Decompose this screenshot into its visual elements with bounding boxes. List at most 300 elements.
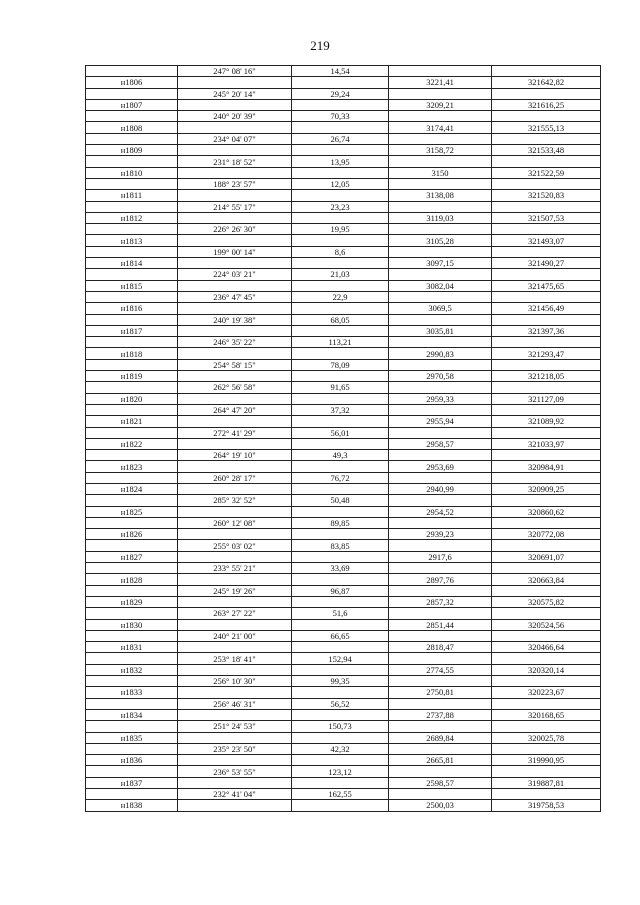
x-coordinate-cell: 2818,47 xyxy=(389,642,492,653)
y-coordinate-cell: 320663,84 xyxy=(492,574,601,585)
segment-row xyxy=(86,653,601,664)
y-coordinate-cell xyxy=(492,585,601,596)
x-coordinate-cell: 2500,03 xyxy=(389,800,492,811)
direction-angle-cell: 214° 55' 17" xyxy=(178,201,292,212)
y-coordinate-cell xyxy=(492,653,601,664)
point-name-cell xyxy=(86,246,178,257)
segment-row xyxy=(86,111,601,122)
length-cell xyxy=(292,145,389,156)
direction-angle-cell: 256° 46' 31" xyxy=(178,698,292,709)
point-name-cell: н1817 xyxy=(86,325,178,336)
direction-angle-cell xyxy=(178,190,292,201)
segment-row xyxy=(86,178,601,189)
y-coordinate-cell: 320575,82 xyxy=(492,596,601,607)
point-name-cell: н1815 xyxy=(86,280,178,291)
length-cell: 14,54 xyxy=(292,66,389,77)
point-row xyxy=(86,167,601,178)
direction-angle-cell xyxy=(178,77,292,88)
point-row xyxy=(86,393,601,404)
y-coordinate-cell xyxy=(492,246,601,257)
segment-row xyxy=(86,540,601,551)
point-row xyxy=(86,461,601,472)
y-coordinate-cell xyxy=(492,359,601,370)
length-cell: 123,12 xyxy=(292,766,389,777)
point-name-cell: н1813 xyxy=(86,235,178,246)
segment-row xyxy=(86,676,601,687)
direction-angle-cell xyxy=(178,506,292,517)
direction-angle-cell: 264° 19' 10" xyxy=(178,450,292,461)
segment-row xyxy=(86,156,601,167)
point-row xyxy=(86,235,601,246)
point-name-cell xyxy=(86,743,178,754)
point-name-cell: н1833 xyxy=(86,687,178,698)
length-cell xyxy=(292,709,389,720)
point-name-cell: н1819 xyxy=(86,371,178,382)
point-name-cell xyxy=(86,789,178,800)
length-cell: 26,74 xyxy=(292,133,389,144)
point-name-cell xyxy=(86,721,178,732)
x-coordinate-cell xyxy=(389,201,492,212)
x-coordinate-cell xyxy=(389,404,492,415)
y-coordinate-cell: 319990,95 xyxy=(492,755,601,766)
length-cell xyxy=(292,732,389,743)
direction-angle-cell xyxy=(178,325,292,336)
y-coordinate-cell xyxy=(492,382,601,393)
x-coordinate-cell: 2958,57 xyxy=(389,438,492,449)
segment-row xyxy=(86,88,601,99)
segment-row xyxy=(86,201,601,212)
point-row xyxy=(86,664,601,675)
point-name-cell: н1829 xyxy=(86,596,178,607)
point-name-cell xyxy=(86,88,178,99)
length-cell: 99,35 xyxy=(292,676,389,687)
length-cell xyxy=(292,99,389,110)
y-coordinate-cell xyxy=(492,404,601,415)
point-name-cell xyxy=(86,201,178,212)
length-cell xyxy=(292,303,389,314)
point-row xyxy=(86,122,601,133)
x-coordinate-cell: 3105,28 xyxy=(389,235,492,246)
length-cell xyxy=(292,596,389,607)
coordinates-table-body xyxy=(86,66,601,812)
point-row xyxy=(86,529,601,540)
x-coordinate-cell: 2954,52 xyxy=(389,506,492,517)
length-cell xyxy=(292,122,389,133)
point-name-cell xyxy=(86,269,178,280)
y-coordinate-cell xyxy=(492,472,601,483)
segment-row xyxy=(86,563,601,574)
length-cell: 51,6 xyxy=(292,608,389,619)
direction-angle-cell: 226° 26' 30" xyxy=(178,224,292,235)
point-row xyxy=(86,800,601,811)
point-name-cell xyxy=(86,676,178,687)
direction-angle-cell xyxy=(178,438,292,449)
point-name-cell: н1832 xyxy=(86,664,178,675)
x-coordinate-cell: 2689,84 xyxy=(389,732,492,743)
point-name-cell: н1836 xyxy=(86,755,178,766)
direction-angle-cell: 245° 19' 26" xyxy=(178,585,292,596)
direction-angle-cell: 247° 08' 16" xyxy=(178,66,292,77)
segment-row xyxy=(86,66,601,77)
length-cell: 22,9 xyxy=(292,291,389,302)
direction-angle-cell xyxy=(178,235,292,246)
segment-row xyxy=(86,766,601,777)
length-cell: 76,72 xyxy=(292,472,389,483)
point-name-cell: н1816 xyxy=(86,303,178,314)
point-name-cell: н1810 xyxy=(86,167,178,178)
x-coordinate-cell: 2857,32 xyxy=(389,596,492,607)
segment-row xyxy=(86,359,601,370)
length-cell: 66,65 xyxy=(292,630,389,641)
direction-angle-cell: 234° 04' 07" xyxy=(178,133,292,144)
point-name-cell xyxy=(86,766,178,777)
y-coordinate-cell: 321218,05 xyxy=(492,371,601,382)
x-coordinate-cell xyxy=(389,766,492,777)
y-coordinate-cell: 321533,48 xyxy=(492,145,601,156)
direction-angle-cell xyxy=(178,687,292,698)
length-cell xyxy=(292,77,389,88)
point-name-cell xyxy=(86,427,178,438)
point-name-cell xyxy=(86,111,178,122)
direction-angle-cell: 251° 24' 53" xyxy=(178,721,292,732)
y-coordinate-cell: 320909,25 xyxy=(492,483,601,494)
segment-row xyxy=(86,517,601,528)
point-name-cell xyxy=(86,608,178,619)
direction-angle-cell: 260° 12' 08" xyxy=(178,517,292,528)
segment-row xyxy=(86,133,601,144)
x-coordinate-cell xyxy=(389,789,492,800)
x-coordinate-cell xyxy=(389,111,492,122)
x-coordinate-cell: 3158,72 xyxy=(389,145,492,156)
point-row xyxy=(86,280,601,291)
point-row xyxy=(86,303,601,314)
direction-angle-cell: 285° 32' 52" xyxy=(178,495,292,506)
y-coordinate-cell xyxy=(492,517,601,528)
point-name-cell xyxy=(86,630,178,641)
y-coordinate-cell xyxy=(492,450,601,461)
y-coordinate-cell xyxy=(492,743,601,754)
x-coordinate-cell xyxy=(389,450,492,461)
direction-angle-cell: 253° 18' 41" xyxy=(178,653,292,664)
y-coordinate-cell: 321293,47 xyxy=(492,348,601,359)
length-cell: 56,01 xyxy=(292,427,389,438)
direction-angle-cell xyxy=(178,280,292,291)
direction-angle-cell: 233° 55' 21" xyxy=(178,563,292,574)
length-cell: 42,32 xyxy=(292,743,389,754)
y-coordinate-cell xyxy=(492,540,601,551)
x-coordinate-cell xyxy=(389,337,492,348)
point-name-cell: н1831 xyxy=(86,642,178,653)
length-cell xyxy=(292,325,389,336)
length-cell: 162,55 xyxy=(292,789,389,800)
direction-angle-cell: 188° 23' 57" xyxy=(178,178,292,189)
point-name-cell: н1826 xyxy=(86,529,178,540)
x-coordinate-cell xyxy=(389,427,492,438)
direction-angle-cell xyxy=(178,709,292,720)
point-name-cell: н1830 xyxy=(86,619,178,630)
point-row xyxy=(86,212,601,223)
point-row xyxy=(86,348,601,359)
segment-row xyxy=(86,246,601,257)
direction-angle-cell: 255° 03' 02" xyxy=(178,540,292,551)
point-name-cell: н1822 xyxy=(86,438,178,449)
x-coordinate-cell xyxy=(389,563,492,574)
length-cell xyxy=(292,506,389,517)
y-coordinate-cell xyxy=(492,337,601,348)
direction-angle-cell xyxy=(178,393,292,404)
length-cell xyxy=(292,235,389,246)
point-name-cell xyxy=(86,495,178,506)
length-cell xyxy=(292,642,389,653)
length-cell: 37,32 xyxy=(292,404,389,415)
point-name-cell xyxy=(86,314,178,325)
x-coordinate-cell: 2970,58 xyxy=(389,371,492,382)
point-row xyxy=(86,574,601,585)
point-row xyxy=(86,325,601,336)
y-coordinate-cell xyxy=(492,156,601,167)
x-coordinate-cell: 2851,44 xyxy=(389,619,492,630)
direction-angle-cell: 263° 27' 22" xyxy=(178,608,292,619)
x-coordinate-cell: 3082,04 xyxy=(389,280,492,291)
point-name-cell xyxy=(86,653,178,664)
length-cell: 12,05 xyxy=(292,178,389,189)
y-coordinate-cell xyxy=(492,495,601,506)
length-cell xyxy=(292,664,389,675)
direction-angle-cell xyxy=(178,619,292,630)
point-name-cell: н1827 xyxy=(86,551,178,562)
x-coordinate-cell xyxy=(389,382,492,393)
y-coordinate-cell xyxy=(492,563,601,574)
x-coordinate-cell xyxy=(389,585,492,596)
y-coordinate-cell: 321616,25 xyxy=(492,99,601,110)
y-coordinate-cell xyxy=(492,630,601,641)
y-coordinate-cell xyxy=(492,789,601,800)
direction-angle-cell xyxy=(178,461,292,472)
point-name-cell: н1811 xyxy=(86,190,178,201)
length-cell: 70,33 xyxy=(292,111,389,122)
y-coordinate-cell xyxy=(492,66,601,77)
segment-row xyxy=(86,404,601,415)
direction-angle-cell: 199° 00' 14" xyxy=(178,246,292,257)
point-row xyxy=(86,619,601,630)
y-coordinate-cell xyxy=(492,427,601,438)
x-coordinate-cell xyxy=(389,472,492,483)
point-name-cell: н1814 xyxy=(86,258,178,269)
x-coordinate-cell xyxy=(389,721,492,732)
point-row xyxy=(86,687,601,698)
segment-row xyxy=(86,789,601,800)
length-cell: 78,09 xyxy=(292,359,389,370)
x-coordinate-cell xyxy=(389,540,492,551)
x-coordinate-cell: 2990,83 xyxy=(389,348,492,359)
length-cell xyxy=(292,212,389,223)
direction-angle-cell: 245° 20' 14" xyxy=(178,88,292,99)
length-cell xyxy=(292,280,389,291)
direction-angle-cell: 240° 19' 38" xyxy=(178,314,292,325)
y-coordinate-cell xyxy=(492,676,601,687)
y-coordinate-cell xyxy=(492,721,601,732)
direction-angle-cell xyxy=(178,212,292,223)
y-coordinate-cell: 320984,91 xyxy=(492,461,601,472)
point-name-cell xyxy=(86,450,178,461)
direction-angle-cell xyxy=(178,574,292,585)
y-coordinate-cell: 321493,07 xyxy=(492,235,601,246)
y-coordinate-cell: 320025,78 xyxy=(492,732,601,743)
direction-angle-cell xyxy=(178,529,292,540)
y-coordinate-cell: 320223,67 xyxy=(492,687,601,698)
point-row xyxy=(86,77,601,88)
y-coordinate-cell xyxy=(492,608,601,619)
direction-angle-cell: 240° 21' 00" xyxy=(178,630,292,641)
direction-angle-cell xyxy=(178,551,292,562)
x-coordinate-cell xyxy=(389,246,492,257)
point-name-cell xyxy=(86,382,178,393)
direction-angle-cell: 264° 47' 20" xyxy=(178,404,292,415)
x-coordinate-cell xyxy=(389,178,492,189)
point-row xyxy=(86,438,601,449)
y-coordinate-cell: 320772,08 xyxy=(492,529,601,540)
length-cell: 150,73 xyxy=(292,721,389,732)
segment-row xyxy=(86,450,601,461)
y-coordinate-cell xyxy=(492,201,601,212)
direction-angle-cell xyxy=(178,99,292,110)
point-row xyxy=(86,416,601,427)
y-coordinate-cell xyxy=(492,766,601,777)
length-cell xyxy=(292,416,389,427)
point-row xyxy=(86,551,601,562)
length-cell xyxy=(292,777,389,788)
y-coordinate-cell: 321522,59 xyxy=(492,167,601,178)
segment-row xyxy=(86,698,601,709)
length-cell xyxy=(292,461,389,472)
length-cell: 56,52 xyxy=(292,698,389,709)
direction-angle-cell: 272° 41' 29" xyxy=(178,427,292,438)
y-coordinate-cell xyxy=(492,314,601,325)
x-coordinate-cell xyxy=(389,156,492,167)
length-cell xyxy=(292,800,389,811)
point-name-cell xyxy=(86,156,178,167)
x-coordinate-cell xyxy=(389,224,492,235)
length-cell xyxy=(292,258,389,269)
direction-angle-cell xyxy=(178,800,292,811)
x-coordinate-cell: 3097,15 xyxy=(389,258,492,269)
direction-angle-cell: 254° 58' 15" xyxy=(178,359,292,370)
point-name-cell xyxy=(86,404,178,415)
segment-row xyxy=(86,427,601,438)
x-coordinate-cell: 3035,81 xyxy=(389,325,492,336)
length-cell: 113,21 xyxy=(292,337,389,348)
length-cell xyxy=(292,167,389,178)
y-coordinate-cell: 321397,36 xyxy=(492,325,601,336)
point-name-cell: н1828 xyxy=(86,574,178,585)
y-coordinate-cell xyxy=(492,269,601,280)
length-cell: 33,69 xyxy=(292,563,389,574)
point-row xyxy=(86,371,601,382)
x-coordinate-cell xyxy=(389,676,492,687)
direction-angle-cell xyxy=(178,416,292,427)
x-coordinate-cell: 2959,33 xyxy=(389,393,492,404)
length-cell: 91,65 xyxy=(292,382,389,393)
x-coordinate-cell: 3221,41 xyxy=(389,77,492,88)
y-coordinate-cell: 321089,92 xyxy=(492,416,601,427)
length-cell xyxy=(292,438,389,449)
direction-angle-cell xyxy=(178,483,292,494)
point-name-cell: н1820 xyxy=(86,393,178,404)
x-coordinate-cell: 3119,03 xyxy=(389,212,492,223)
direction-angle-cell: 236° 47' 45" xyxy=(178,291,292,302)
page-number: 219 xyxy=(310,38,330,53)
segment-row xyxy=(86,585,601,596)
length-cell: 83,85 xyxy=(292,540,389,551)
y-coordinate-cell: 321555,13 xyxy=(492,122,601,133)
x-coordinate-cell: 2737,88 xyxy=(389,709,492,720)
point-name-cell xyxy=(86,133,178,144)
length-cell: 8,6 xyxy=(292,246,389,257)
point-row xyxy=(86,190,601,201)
x-coordinate-cell xyxy=(389,608,492,619)
segment-row xyxy=(86,472,601,483)
point-name-cell: н1834 xyxy=(86,709,178,720)
direction-angle-cell xyxy=(178,303,292,314)
segment-row xyxy=(86,337,601,348)
point-name-cell xyxy=(86,337,178,348)
direction-angle-cell xyxy=(178,732,292,743)
length-cell xyxy=(292,529,389,540)
x-coordinate-cell xyxy=(389,743,492,754)
length-cell: 49,3 xyxy=(292,450,389,461)
x-coordinate-cell xyxy=(389,495,492,506)
x-coordinate-cell xyxy=(389,517,492,528)
x-coordinate-cell xyxy=(389,314,492,325)
point-name-cell: н1824 xyxy=(86,483,178,494)
x-coordinate-cell xyxy=(389,269,492,280)
point-row xyxy=(86,596,601,607)
point-name-cell: н1835 xyxy=(86,732,178,743)
y-coordinate-cell: 320860,62 xyxy=(492,506,601,517)
x-coordinate-cell: 2897,76 xyxy=(389,574,492,585)
point-name-cell: н1837 xyxy=(86,777,178,788)
x-coordinate-cell: 3069,5 xyxy=(389,303,492,314)
length-cell: 29,24 xyxy=(292,88,389,99)
y-coordinate-cell: 320466,64 xyxy=(492,642,601,653)
direction-angle-cell: 231° 18' 52" xyxy=(178,156,292,167)
segment-row xyxy=(86,721,601,732)
direction-angle-cell xyxy=(178,348,292,359)
point-name-cell: н1821 xyxy=(86,416,178,427)
point-row xyxy=(86,506,601,517)
x-coordinate-cell xyxy=(389,630,492,641)
point-name-cell: н1838 xyxy=(86,800,178,811)
point-name-cell xyxy=(86,66,178,77)
length-cell: 152,94 xyxy=(292,653,389,664)
length-cell: 21,03 xyxy=(292,269,389,280)
x-coordinate-cell: 3174,41 xyxy=(389,122,492,133)
direction-angle-cell: 224° 03' 21" xyxy=(178,269,292,280)
direction-angle-cell xyxy=(178,371,292,382)
y-coordinate-cell: 321520,83 xyxy=(492,190,601,201)
segment-row xyxy=(86,743,601,754)
y-coordinate-cell: 319887,81 xyxy=(492,777,601,788)
y-coordinate-cell xyxy=(492,698,601,709)
segment-row xyxy=(86,314,601,325)
length-cell: 89,85 xyxy=(292,517,389,528)
y-coordinate-cell: 321507,53 xyxy=(492,212,601,223)
y-coordinate-cell xyxy=(492,178,601,189)
point-name-cell: н1812 xyxy=(86,212,178,223)
length-cell: 19,95 xyxy=(292,224,389,235)
segment-row xyxy=(86,630,601,641)
y-coordinate-cell: 321642,82 xyxy=(492,77,601,88)
